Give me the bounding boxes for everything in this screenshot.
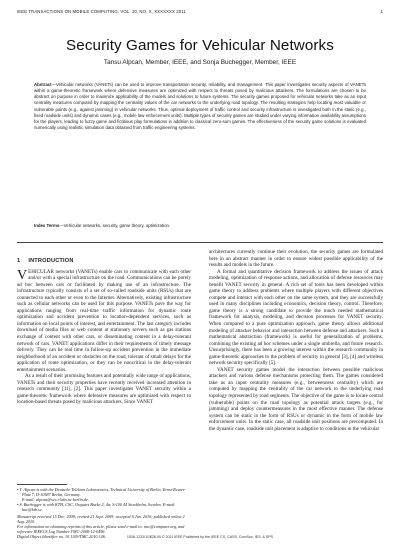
right-column [209,249,383,432]
intro-paragraph-5: VANET security games model the interaction between possible malicious attackers and various defense mechanisms protecting them. The games considered take as an input centrality measures (e.g., betweenness centrality) which are computed by mapping the centrality of the car network to the underlying road topology represented by road segments. The objective of the game is to locate central (vulnerable) points on the road topology as potential attack targets (e.g., for jamming) and deploy countermeasures in the most effective manner. The defense system can be static in the form of RSUs or dynamic in the form of mobile law enforcement units. In the static case, all roadside unit positions are precomputed. In the dynamic case, roadside unit placement is adaptive to conditions in the vehicular [209,366,383,432]
paper-title: Security Games for Vehicular Networks [66,37,334,54]
footnote-affiliation-2: • S. Buchegger is with KTH, CSC, Osquars Backe 2, 4tr, S-100 44 Stockholm, Sweden. E-mail: buc@kth.se. [17,502,176,513]
abstract-label: Abstract [34,82,52,87]
journal-header: IEEE TRANSACTIONS ON MOBILE COMPUTING, VOL. 10, NO. X, XXXXXXX 2011 [17,9,186,14]
paper-authors: Tansu Alpcan, Member, IEEE, and Sonja Buchegger, Member, IEEE [103,59,297,66]
intro-paragraph-1 [17,269,191,374]
footnote-reprints: For information on obtaining reprints of this article, please send e-mail to: tmc@computer.org, and reference IEEECS Log Number TMC-2008-12-0496. [17,524,185,535]
index-terms [34,223,366,228]
abstract [34,82,366,131]
page-number: 1 [380,9,383,14]
intro-paragraph-4: A formal and quantitative decision framework to address the issues of attack modeling, optimization of response actions, and allocation of defense resources may benefit VANET security in general. A rich set of tools has been developed within game theory to address problems where multiple players with different objectives compete and interact with each other on the same system, and they are successfully used in many disciplines including economics, decision theory, control. Therefore, game theory is a strong candidate to provide the much needed mathematical framework for analysis, modeling, and decision processes for VANET security. When compared to a pure optimization approach, game theory allows additional modeling of attacker behavior and interaction between defense and attackers. Such a mathematical abstraction (framework) is useful for generalization of problems, combining the existing ad hoc schemes under a single umbrella, and future research. Unsurprisingly, there has been a growing interest within the research community in game-theoretic approaches to the problem of security in general [3], [4] and wireless network security specifically [5]. [209,268,383,367]
index-terms-text: —Vehicular networks, security, game theory, optimization. [59,223,171,228]
divider [17,242,383,243]
intro-paragraph-2: As a result of their promising features and potentially wide range of applications, VANETs and their security properties have recently received increased attention in research community [11], [2]. This paper investigates VANET security within a game-theoretic framework where defensive measures are optimized with respect to location-based threats posed by malicious attackers. Since VANET [17,373,191,406]
section-number: 1 [17,258,21,264]
index-terms-label: Index Terms [34,223,60,228]
intro-paragraph-3: architectures currently continue their evolution, the security games are formulated here in an abstract manner in order to ensure widest possible applicability of the results and models in the future. [209,249,383,269]
section-heading [17,258,191,265]
footnotes [17,487,191,539]
footnote-affiliation-1: • T. Alpcan is with the Deutsche Telekom Laboratories, Technical University of Berlin, Ernst-Reuter-Platz 7, D-10587 Berlin, Germany. E-mail: alpcan@sec.t-labs.tu-berlin.de. [17,487,186,503]
section-title: INTRODUCTION [28,258,74,264]
footnote-doi: Digital Object Identifier no. 10.1109/TMC.2010.146. [17,534,106,540]
intro-paragraph-1-text: EHICULAR networks (VANETs) enable cars to communicate with each other and/or with a special infrastructure on the road. Communications can be purely ad hoc between cars or facilitated by making use of an infrastructure. The infrastructure typically consists of a set of so-called roadside units (RSUs) that are connected to each other or even to the Internet. Alternatively, existing infrastructure such as cellular networks can be used for this purpose. VANETs pave the way for applications ranging from real-time traffic information for dynamic route optimization and accident prevention to location-dependent services, such as information on local points of interest, and entertainment. The last category includes download of media files or web content at stationary servers such as gas stations exchange of content with other cars, or disseminating content in a delay-tolerant network of cars. VANET applications differ in their requirements of timely message delivery. They can be real time in follow-up accident prevention in the immediate neighborhood of an accident or obstacles on the road, tolerant of small delays for the application of route optimization, or they can be noncritical in the delay-tolerant entertainment scenarios. [17,268,191,373]
drop-cap: V [17,267,28,283]
abstract-text: —Vehicular networks (VANETs) can be used to improve transportation security, reliability, and management. This paper investigates security aspects of VANETs within a game-theoretic framework where defensive measures are optimized with respect to threats posed by malicious attackers. The formulations are chosen to be abstract on purpose in order to maximize applicability of the models and solutions to future systems. The security games proposed for vehicular networks take as an input centrality measures computed by mapping the centrality values of the car networks to the underlying road topology. The resulting strategies help locating most valuable or vulnerable points (e.g., against jamming) in vehicular networks. Thus, optimal deployment of traffic control and security infrastructure is investigated both in the static (e.g., fixed roadside units) and dynamic cases (e.g., mobile law enforcement units). Multiple types of security games are studied under varying information availability assumptions for the players, leading to fuzzy game and fictitious play formulations in addition to classical zero-sum games. The effectiveness of the security game solutions is evaluated numerically using realistic simulation data obtained from traffic engineering systems. [34,82,366,131]
left-column [17,258,191,406]
footnote-manuscript: Manuscript received 15 Dec. 2008; revised 21 Sept. 2009; accepted 6 Jan. 2010; published online 2 Aug. 2010. [17,514,185,525]
footnote-rule [17,484,67,485]
running-header [17,9,383,17]
copyright-line: 1536-1233/11/$26.00 © 2011 IEEE Published by the IEEE CS, CASS, ComSoc, IES, & SPS [126,535,274,539]
